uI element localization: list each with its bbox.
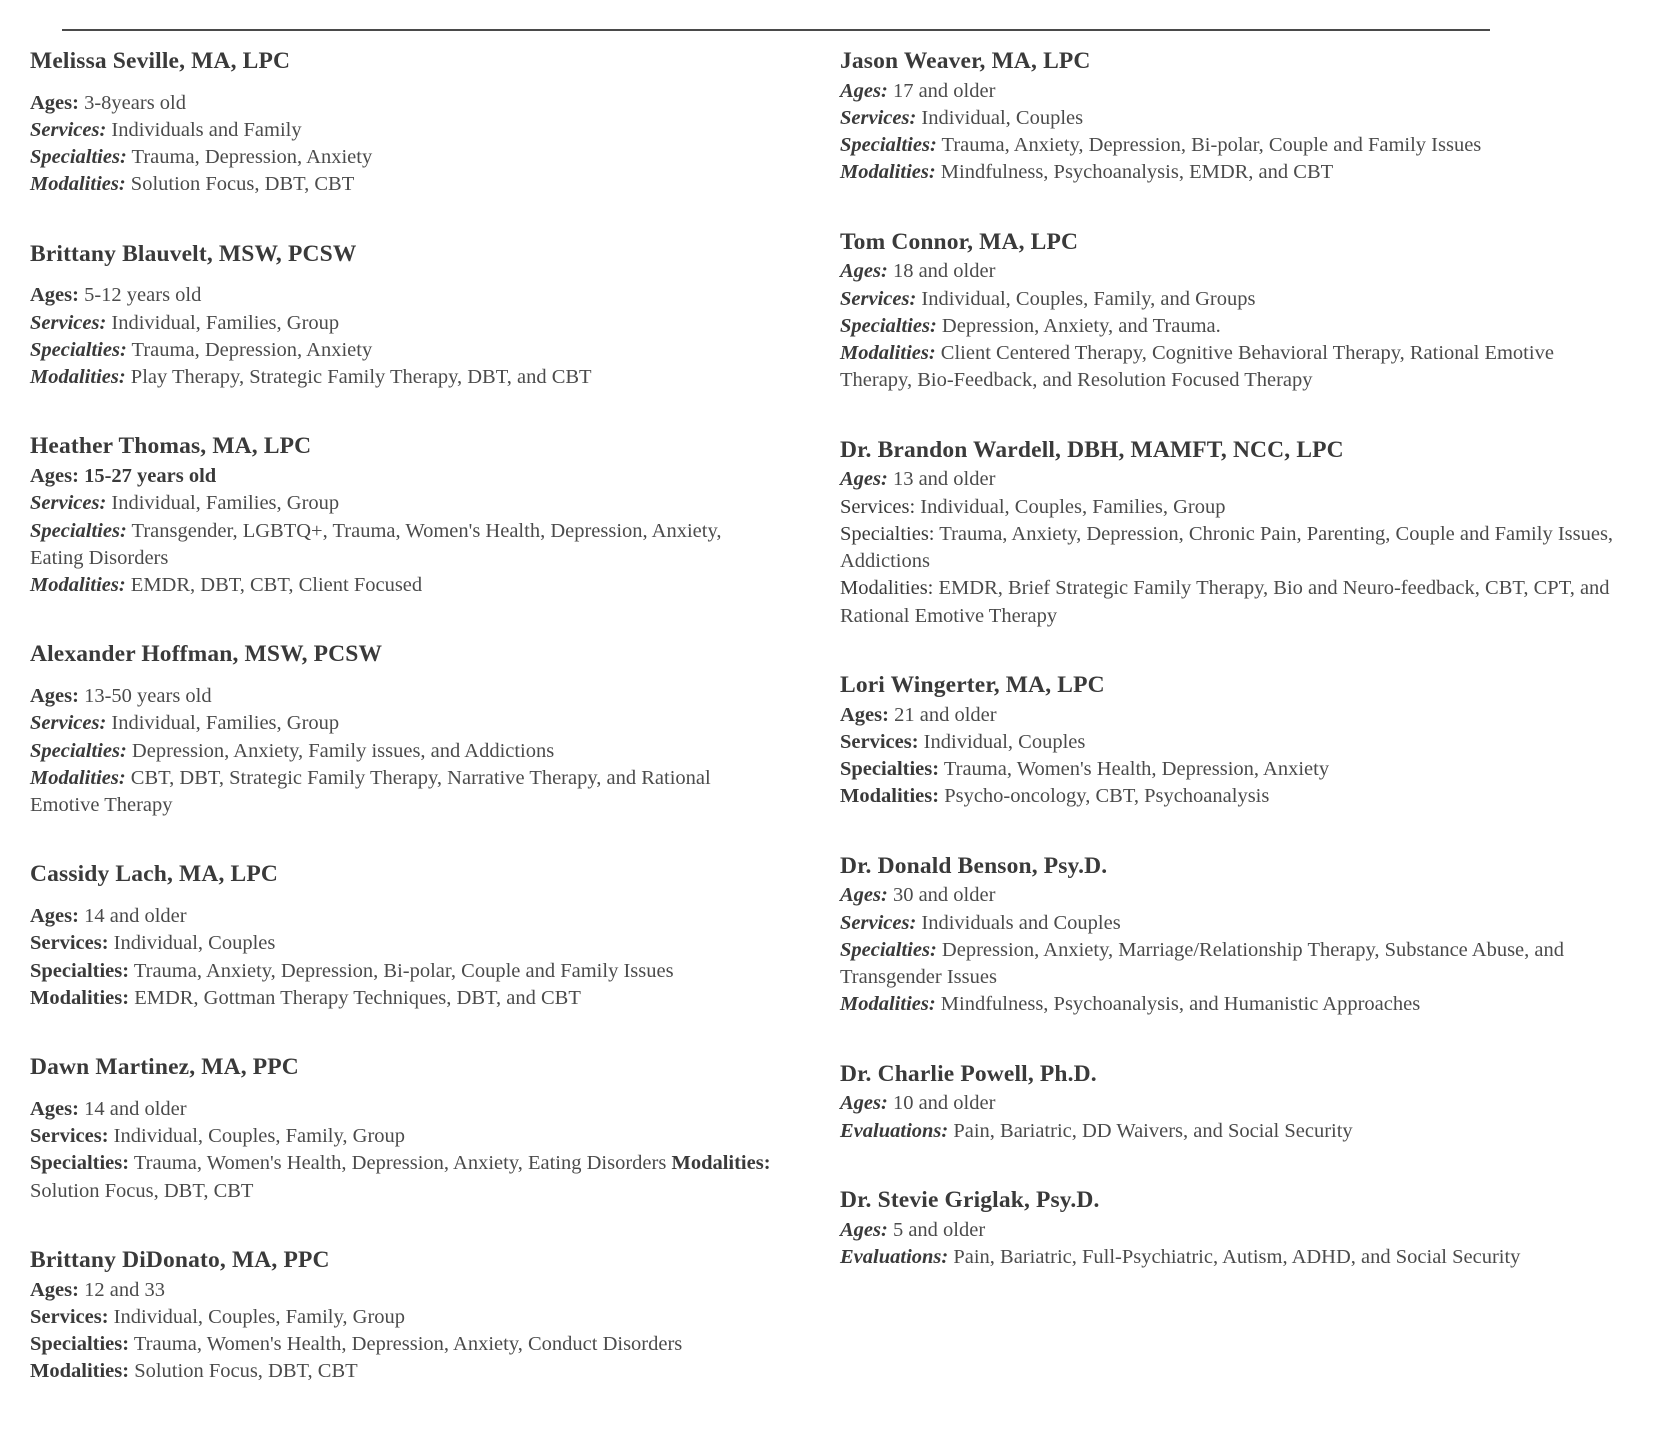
provider-entry [840, 853, 1620, 1019]
provider-detail-line [30, 738, 780, 765]
detail-value: Individual, Couples, Families, Group [915, 495, 1226, 518]
detail-value: Individuals and Family [106, 118, 302, 141]
detail-value: Pain, Bariatric, Full-Psychiatric, Autism, ADHD, and Social Security [948, 1245, 1521, 1268]
provider-detail-line [30, 1123, 780, 1150]
detail-label: Ages: 15-27 years old [30, 465, 217, 488]
detail-label: Specialties: [30, 338, 127, 361]
provider-spacer [840, 1145, 1620, 1187]
provider-entry [840, 1061, 1620, 1145]
provider-detail-line [30, 765, 780, 820]
detail-value: Trauma, Depression, Anxiety [126, 146, 373, 169]
detail-value: Transgender, LGBTQ+, Trauma, Women's Health, Depression, Anxiety, Eating Disorders [30, 519, 722, 569]
detail-value: Trauma, Anxiety, Depression, Bi-polar, Couple and Family Issues [129, 959, 674, 982]
detail-label: Specialties: [840, 314, 937, 337]
detail-value: 12 and 33 [78, 1278, 165, 1301]
provider-detail-line [840, 159, 1620, 186]
provider-detail-line [840, 1090, 1620, 1117]
detail-label: Services: [30, 932, 109, 955]
provider-detail-list [30, 463, 780, 599]
detail-value: 13-50 years old [78, 685, 212, 708]
provider-detail-line [30, 171, 780, 198]
detail-label: Services: [30, 712, 107, 735]
detail-value: Individual, Families, Group [106, 492, 340, 515]
provider-name: Lori Wingerter, MA, LPC [840, 671, 1105, 698]
provider-detail-line [30, 1096, 780, 1123]
provider-spacer [30, 1205, 780, 1247]
detail-label: Specialties: [30, 959, 130, 982]
detail-label: Services: [840, 495, 916, 518]
provider-entry [840, 1187, 1620, 1271]
detail-label: Modalities: [840, 785, 940, 808]
provider-detail-line [30, 310, 780, 337]
detail-value: 18 and older [887, 260, 996, 283]
provider-detail-line [30, 985, 780, 1012]
provider-spacer [840, 811, 1620, 853]
detail-value: EMDR, DBT, CBT, Client Focused [125, 574, 423, 597]
provider-entry [840, 437, 1620, 630]
provider-entry [30, 433, 780, 599]
heading-spacer [30, 268, 780, 282]
detail-value: Individuals and Couples [916, 911, 1121, 934]
provider-detail-line [840, 105, 1620, 132]
provider-detail-line [840, 910, 1620, 937]
detail-value: Trauma, Anxiety, Depression, Bi-polar, Couple and Family Issues [936, 134, 1482, 157]
provider-entry [30, 48, 780, 199]
provider-detail-list [30, 1277, 780, 1386]
provider-detail-line [840, 1244, 1620, 1271]
heading-spacer [30, 76, 780, 90]
provider-detail-line [840, 1217, 1620, 1244]
detail-label: Modalities: [840, 161, 936, 184]
detail-value: Individual, Couples, Family, Group [108, 1125, 406, 1148]
detail-label: Modalities: [840, 993, 936, 1016]
detail-label: Services: [840, 730, 919, 753]
provider-spacer [840, 187, 1620, 229]
provider-detail-line [30, 903, 780, 930]
detail-value: Individual, Families, Group [106, 712, 340, 735]
provider-name: Dr. Charlie Powell, Ph.D. [840, 1060, 1097, 1087]
provider-name: Heather Thomas, MA, LPC [30, 433, 312, 460]
detail-value: Trauma, Women's Health, Depression, Anxiety, Eating Disorders [129, 1152, 672, 1175]
provider-detail-line [840, 132, 1620, 159]
provider-name: Melissa Seville, MA, LPC [30, 48, 291, 74]
detail-label: Services: [30, 492, 107, 515]
provider-detail-line [30, 463, 780, 490]
provider-detail-line [30, 144, 780, 171]
left-column [0, 48, 820, 1386]
provider-detail-line [840, 313, 1620, 340]
detail-label: Services: [840, 911, 917, 934]
provider-detail-line [30, 337, 780, 364]
provider-name: Cassidy Lach, MA, LPC [30, 861, 278, 888]
detail-label: Modalities: [30, 173, 126, 196]
detail-value: Depression, Anxiety, Marriage/Relationship Therapy, Substance Abuse, and Transgender Issues [840, 938, 1564, 989]
detail-value: 13 and older [887, 468, 996, 491]
detail-label: Specialties: [840, 758, 940, 781]
provider-name: Dawn Martinez, MA, PPC [30, 1054, 299, 1081]
provider-detail-line [30, 1277, 780, 1304]
provider-name: Alexander Hoffman, MSW, PCSW [30, 641, 383, 668]
detail-label: Ages: [840, 79, 888, 102]
provider-entry [840, 672, 1620, 811]
detail-label: Ages: [30, 91, 79, 114]
detail-label: Ages: [30, 685, 79, 708]
provider-detail-line [840, 258, 1620, 285]
heading-spacer [30, 1082, 780, 1096]
provider-detail-line [30, 490, 780, 517]
provider-spacer [840, 395, 1620, 437]
provider-detail-list [840, 258, 1620, 394]
provider-detail-line [840, 575, 1620, 630]
header-horizontal-rule [62, 29, 1490, 31]
provider-detail-list [30, 683, 780, 819]
provider-detail-line [840, 937, 1620, 992]
detail-value: Individual, Families, Group [106, 311, 340, 334]
provider-detail-line [840, 882, 1620, 909]
provider-detail-list [30, 90, 780, 199]
provider-entry [30, 861, 780, 1012]
detail-value: Individual, Couples, Family, Group [108, 1305, 406, 1328]
provider-spacer [30, 199, 780, 241]
detail-value: CBT, DBT, Strategic Family Therapy, Narrative Therapy, and Rational Emotive Therapy [30, 766, 711, 817]
detail-label: Specialties: [840, 522, 935, 545]
provider-detail-line [30, 518, 780, 573]
provider-detail-line [840, 1118, 1620, 1145]
detail-label: Specialties: [30, 519, 127, 542]
detail-value: 30 and older [887, 884, 996, 907]
provider-detail-line [840, 340, 1620, 395]
detail-label: Specialties: [840, 938, 937, 961]
detail-value: Individual, Couples, Family, and Groups [916, 287, 1256, 310]
provider-detail-list [30, 903, 780, 1012]
provider-detail-list [840, 1217, 1620, 1272]
detail-label: Modalities: [30, 366, 126, 389]
detail-value: EMDR, Gottman Therapy Techniques, DBT, and CBT [129, 986, 581, 1009]
provider-detail-line [840, 756, 1620, 783]
detail-label: Modalities: [840, 577, 934, 600]
detail-label: Ages: [30, 284, 79, 307]
detail-label: Ages: [30, 905, 79, 928]
detail-label: Modalities: [840, 342, 936, 365]
detail-value: Individual, Couples [108, 932, 276, 955]
detail-value: Individual, Couples [916, 106, 1084, 129]
provider-detail-line [30, 1358, 780, 1385]
detail-value: 17 and older [887, 79, 996, 102]
provider-detail-line [30, 572, 780, 599]
detail-label: Services: [30, 118, 107, 141]
provider-detail-line [30, 1304, 780, 1331]
provider-entry [30, 241, 780, 392]
detail-label: Ages: [840, 703, 889, 726]
provider-entry [30, 1247, 780, 1386]
detail-inline-value: Solution Focus, DBT, CBT [30, 1179, 254, 1202]
detail-label: Ages: [840, 468, 888, 491]
detail-value: EMDR, Brief Strategic Family Therapy, Bio and Neuro-feedback, CBT, CPT, and Rational Emotive Therapy [840, 577, 1610, 627]
detail-value: Mindfulness, Psychoanalysis, EMDR, and CBT [935, 161, 1334, 184]
provider-detail-line [840, 494, 1620, 521]
detail-value: 5 and older [887, 1218, 986, 1241]
detail-label: Ages: [30, 1278, 79, 1301]
detail-value: Depression, Anxiety, and Trauma. [936, 314, 1221, 337]
detail-label: Ages: [840, 260, 888, 283]
provider-spacer [840, 630, 1620, 672]
provider-name: Brittany DiDonato, MA, PPC [30, 1246, 330, 1273]
provider-spacer [30, 599, 780, 641]
detail-inline-label: Modalities: [671, 1152, 771, 1175]
provider-name: Tom Connor, MA, LPC [840, 228, 1079, 255]
detail-label: Services: [30, 1305, 109, 1328]
two-column-layout [0, 48, 1655, 1386]
provider-detail-line [840, 78, 1620, 105]
detail-label: Ages: [840, 884, 888, 907]
provider-entry [840, 229, 1620, 395]
provider-detail-line [840, 729, 1620, 756]
provider-detail-line [840, 991, 1620, 1018]
provider-detail-line [30, 958, 780, 985]
provider-detail-line [30, 930, 780, 957]
provider-detail-line [840, 783, 1620, 810]
provider-spacer [30, 1012, 780, 1054]
detail-label: Services: [840, 106, 917, 129]
provider-detail-line [840, 521, 1620, 576]
detail-label: Modalities: [30, 986, 130, 1009]
detail-value: 5-12 years old [78, 284, 202, 307]
provider-name: Dr. Stevie Griglak, Psy.D. [840, 1186, 1100, 1213]
provider-name: Brittany Blauvelt, MSW, PCSW [30, 240, 357, 267]
detail-value: Play Therapy, Strategic Family Therapy, DBT, and CBT [125, 366, 592, 389]
detail-label: Modalities: [30, 1360, 130, 1383]
provider-detail-list [840, 702, 1620, 811]
detail-value: Psycho-oncology, CBT, Psychoanalysis [939, 785, 1270, 808]
provider-entry [30, 1054, 780, 1205]
detail-label: Modalities: [30, 766, 126, 789]
detail-value: Solution Focus, DBT, CBT [129, 1360, 358, 1383]
provider-detail-list [840, 78, 1620, 187]
provider-detail-line [840, 286, 1620, 313]
provider-name: Dr. Brandon Wardell, DBH, MAMFT, NCC, LPC [840, 436, 1344, 463]
detail-label: Ages: [840, 1218, 888, 1241]
detail-value: Solution Focus, DBT, CBT [125, 173, 355, 196]
provider-detail-list [30, 1096, 780, 1205]
heading-spacer [30, 669, 780, 683]
provider-detail-line [30, 90, 780, 117]
detail-label: Services: [30, 311, 107, 334]
provider-detail-line [30, 117, 780, 144]
detail-label: Specialties: [30, 1152, 130, 1175]
provider-detail-line [30, 710, 780, 737]
detail-value: 21 and older [888, 703, 997, 726]
detail-value: Trauma, Women's Health, Depression, Anxiety, Conduct Disorders [129, 1333, 683, 1356]
detail-label: Services: [840, 287, 917, 310]
provider-detail-line [30, 364, 780, 391]
detail-value: 14 and older [78, 905, 187, 928]
provider-detail-list [840, 882, 1620, 1018]
detail-value: Client Centered Therapy, Cognitive Behavioral Therapy, Rational Emotive Therapy, Bio-Feedback, and Resolution Focused Therapy [840, 342, 1554, 392]
detail-label: Specialties: [30, 146, 127, 169]
provider-detail-line [30, 1150, 780, 1205]
detail-value: Mindfulness, Psychoanalysis, and Humanistic Approaches [935, 993, 1421, 1016]
detail-label: Specialties: [840, 134, 937, 157]
provider-entry [840, 48, 1620, 187]
provider-spacer [840, 1019, 1620, 1061]
detail-label: Ages: [840, 1092, 888, 1115]
provider-detail-line [30, 683, 780, 710]
detail-value: Individual, Couples [918, 730, 1086, 753]
provider-detail-list [30, 282, 780, 391]
heading-spacer [30, 889, 780, 903]
detail-label: Specialties: [30, 1333, 130, 1356]
detail-value: 3-8years old [78, 91, 186, 114]
detail-label: Ages: [30, 1097, 79, 1120]
provider-detail-line [840, 466, 1620, 493]
right-column [820, 48, 1655, 1271]
detail-label: Evaluations: [840, 1119, 949, 1142]
provider-detail-list [840, 466, 1620, 630]
detail-label: Specialties: [30, 739, 127, 762]
provider-detail-line [840, 702, 1620, 729]
detail-label: Services: [30, 1125, 109, 1148]
detail-value: 14 and older [78, 1097, 187, 1120]
detail-value: Trauma, Women's Health, Depression, Anxiety [939, 758, 1330, 781]
provider-name: Jason Weaver, MA, LPC [840, 48, 1091, 74]
provider-detail-list [840, 1090, 1620, 1145]
provider-name: Dr. Donald Benson, Psy.D. [840, 852, 1108, 879]
detail-value: 10 and older [887, 1092, 996, 1115]
provider-spacer [30, 819, 780, 861]
provider-spacer [30, 391, 780, 433]
detail-value: Depression, Anxiety, Family issues, and Addictions [126, 739, 555, 762]
provider-detail-line [30, 282, 780, 309]
detail-value: Pain, Bariatric, DD Waivers, and Social Security [948, 1119, 1353, 1142]
detail-label: Modalities: [30, 574, 126, 597]
detail-label: Evaluations: [840, 1245, 949, 1268]
detail-value: Trauma, Anxiety, Depression, Chronic Pain, Parenting, Couple and Family Issues, Addictions [840, 522, 1614, 573]
detail-value: Trauma, Depression, Anxiety [126, 338, 373, 361]
provider-detail-line [30, 1331, 780, 1358]
provider-entry [30, 641, 780, 819]
